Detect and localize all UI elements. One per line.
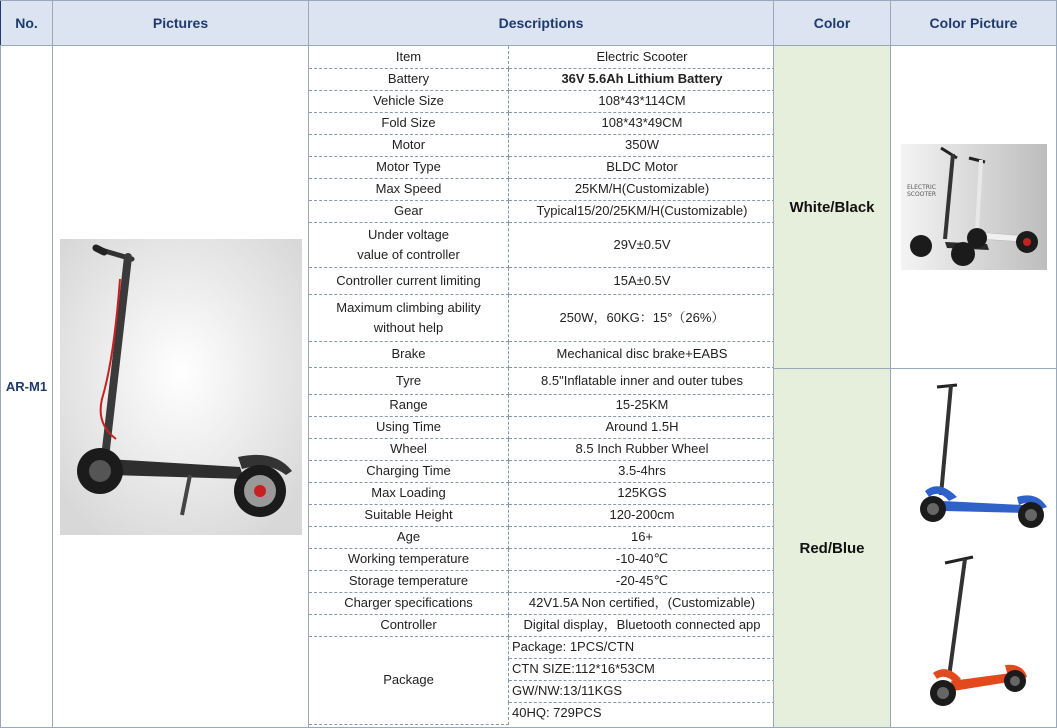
package-line: 40HQ: 729PCS (512, 705, 602, 721)
table-row (309, 460, 774, 482)
red-scooter-photo (919, 553, 1029, 717)
descriptions-cell (309, 46, 774, 728)
header-no: No. (1, 1, 53, 46)
color-white-black: White/Black (774, 46, 891, 369)
spec-value: 8.5 Inch Rubber Wheel (509, 438, 774, 460)
spec-label-line: without help (373, 319, 444, 335)
brand-line-2: SCOOTER (906, 191, 936, 198)
spec-label: Item (309, 46, 509, 68)
main-picture-cell (53, 46, 309, 728)
spec-label: Controller current limiting (309, 267, 509, 294)
spec-label: Charger specifications (309, 592, 509, 614)
spec-label: Using Time (309, 416, 509, 438)
header-color-picture: Color Picture (891, 1, 1057, 46)
spec-label: Battery (309, 68, 509, 90)
spec-value: 3.5-4hrs (509, 460, 774, 482)
spec-label: Max Loading (309, 482, 509, 504)
package-label: Package (309, 636, 509, 724)
spec-value: 36V 5.6Ah Lithium Battery (509, 68, 774, 90)
spec-value: 108*43*49CM (509, 112, 774, 134)
color-red-blue: Red/Blue (774, 369, 891, 728)
spec-label: Motor Type (309, 156, 509, 178)
table-row (309, 156, 774, 178)
table-row (309, 482, 774, 504)
table-row (309, 68, 774, 90)
table-row (309, 526, 774, 548)
table-row (309, 438, 774, 460)
spec-label: Vehicle Size (309, 90, 509, 112)
table-row (309, 294, 774, 341)
spec-label (309, 294, 509, 341)
package-line: Package: 1PCS/CTN (509, 636, 774, 658)
spec-value: 8.5"Inflatable inner and outer tubes (509, 367, 774, 394)
spec-value: Typical15/20/25KM/H(Customizable) (509, 200, 774, 222)
blue-scooter-photo (899, 379, 1049, 535)
spec-label-line: Under voltage (368, 226, 449, 242)
spec-label: Wheel (309, 438, 509, 460)
scooter-photo (60, 239, 302, 535)
table-row (309, 134, 774, 156)
spec-value: 29V±0.5V (509, 222, 774, 267)
color-picture-cell-2 (891, 369, 1057, 728)
brand-line-1: ELECTRIC (906, 184, 936, 191)
spec-value: Mechanical disc brake+EABS (509, 341, 774, 367)
table-row (309, 394, 774, 416)
spec-label: Working temperature (309, 548, 509, 570)
table-row (309, 178, 774, 200)
spec-value: Digital display，Bluetooth connected app (509, 614, 774, 636)
table-row (309, 112, 774, 134)
spec-value: 16+ (509, 526, 774, 548)
white-black-scooter-photo (901, 144, 1047, 270)
spec-label-line: value of controller (357, 246, 460, 262)
spec-value: 125KGS (509, 482, 774, 504)
spec-value: 350W (509, 134, 774, 156)
table-row (309, 222, 774, 267)
spec-value: 108*43*114CM (509, 90, 774, 112)
spec-value: 15A±0.5V (509, 267, 774, 294)
table-row (309, 90, 774, 112)
spec-label: Charging Time (309, 460, 509, 482)
header-color: Color (774, 1, 891, 46)
spec-label: Controller (309, 614, 509, 636)
table-row (309, 46, 774, 68)
table-row (309, 592, 774, 614)
spec-value: 42V1.5A Non certified，(Customizable) (509, 592, 774, 614)
table-row (309, 416, 774, 438)
spec-label (309, 222, 509, 267)
table-row (309, 504, 774, 526)
spec-value: 250W，60KG：15°（26%） (509, 294, 774, 341)
table-row (309, 367, 774, 394)
spec-label: Tyre (309, 367, 509, 394)
spec-label: Fold Size (309, 112, 509, 134)
spec-list (309, 46, 774, 725)
package-line: CTN SIZE:112*16*53CM (509, 658, 774, 680)
table-row (309, 341, 774, 367)
spec-label: Brake (309, 341, 509, 367)
spec-value: 15-25KM (509, 394, 774, 416)
table-row (309, 570, 774, 592)
spec-value: 25KM/H(Customizable) (509, 178, 774, 200)
spec-label-line: Maximum climbing ability (336, 299, 481, 315)
spec-label: Suitable Height (309, 504, 509, 526)
spec-value: Around 1.5H (509, 416, 774, 438)
header-pictures: Pictures (53, 1, 309, 46)
spec-label: Age (309, 526, 509, 548)
table-row (309, 636, 774, 658)
table-row (309, 548, 774, 570)
spec-label: Storage temperature (309, 570, 509, 592)
table-row (309, 200, 774, 222)
spec-label: Max Speed (309, 178, 509, 200)
package-line: GW/NW:13/11KGS (509, 680, 774, 702)
spec-label: Range (309, 394, 509, 416)
spec-value: -20-45℃ (509, 570, 774, 592)
table-row (309, 614, 774, 636)
color-picture-cell-1 (891, 46, 1057, 369)
model-number: AR-M1 (1, 46, 53, 728)
header-descriptions: Descriptions (309, 1, 774, 46)
spec-value: -10-40℃ (509, 548, 774, 570)
spec-value: 120-200cm (509, 504, 774, 526)
table-row (309, 267, 774, 294)
spec-value: Electric Scooter (509, 46, 774, 68)
spec-value: BLDC Motor (509, 156, 774, 178)
spec-label: Motor (309, 134, 509, 156)
spec-label: Gear (309, 200, 509, 222)
